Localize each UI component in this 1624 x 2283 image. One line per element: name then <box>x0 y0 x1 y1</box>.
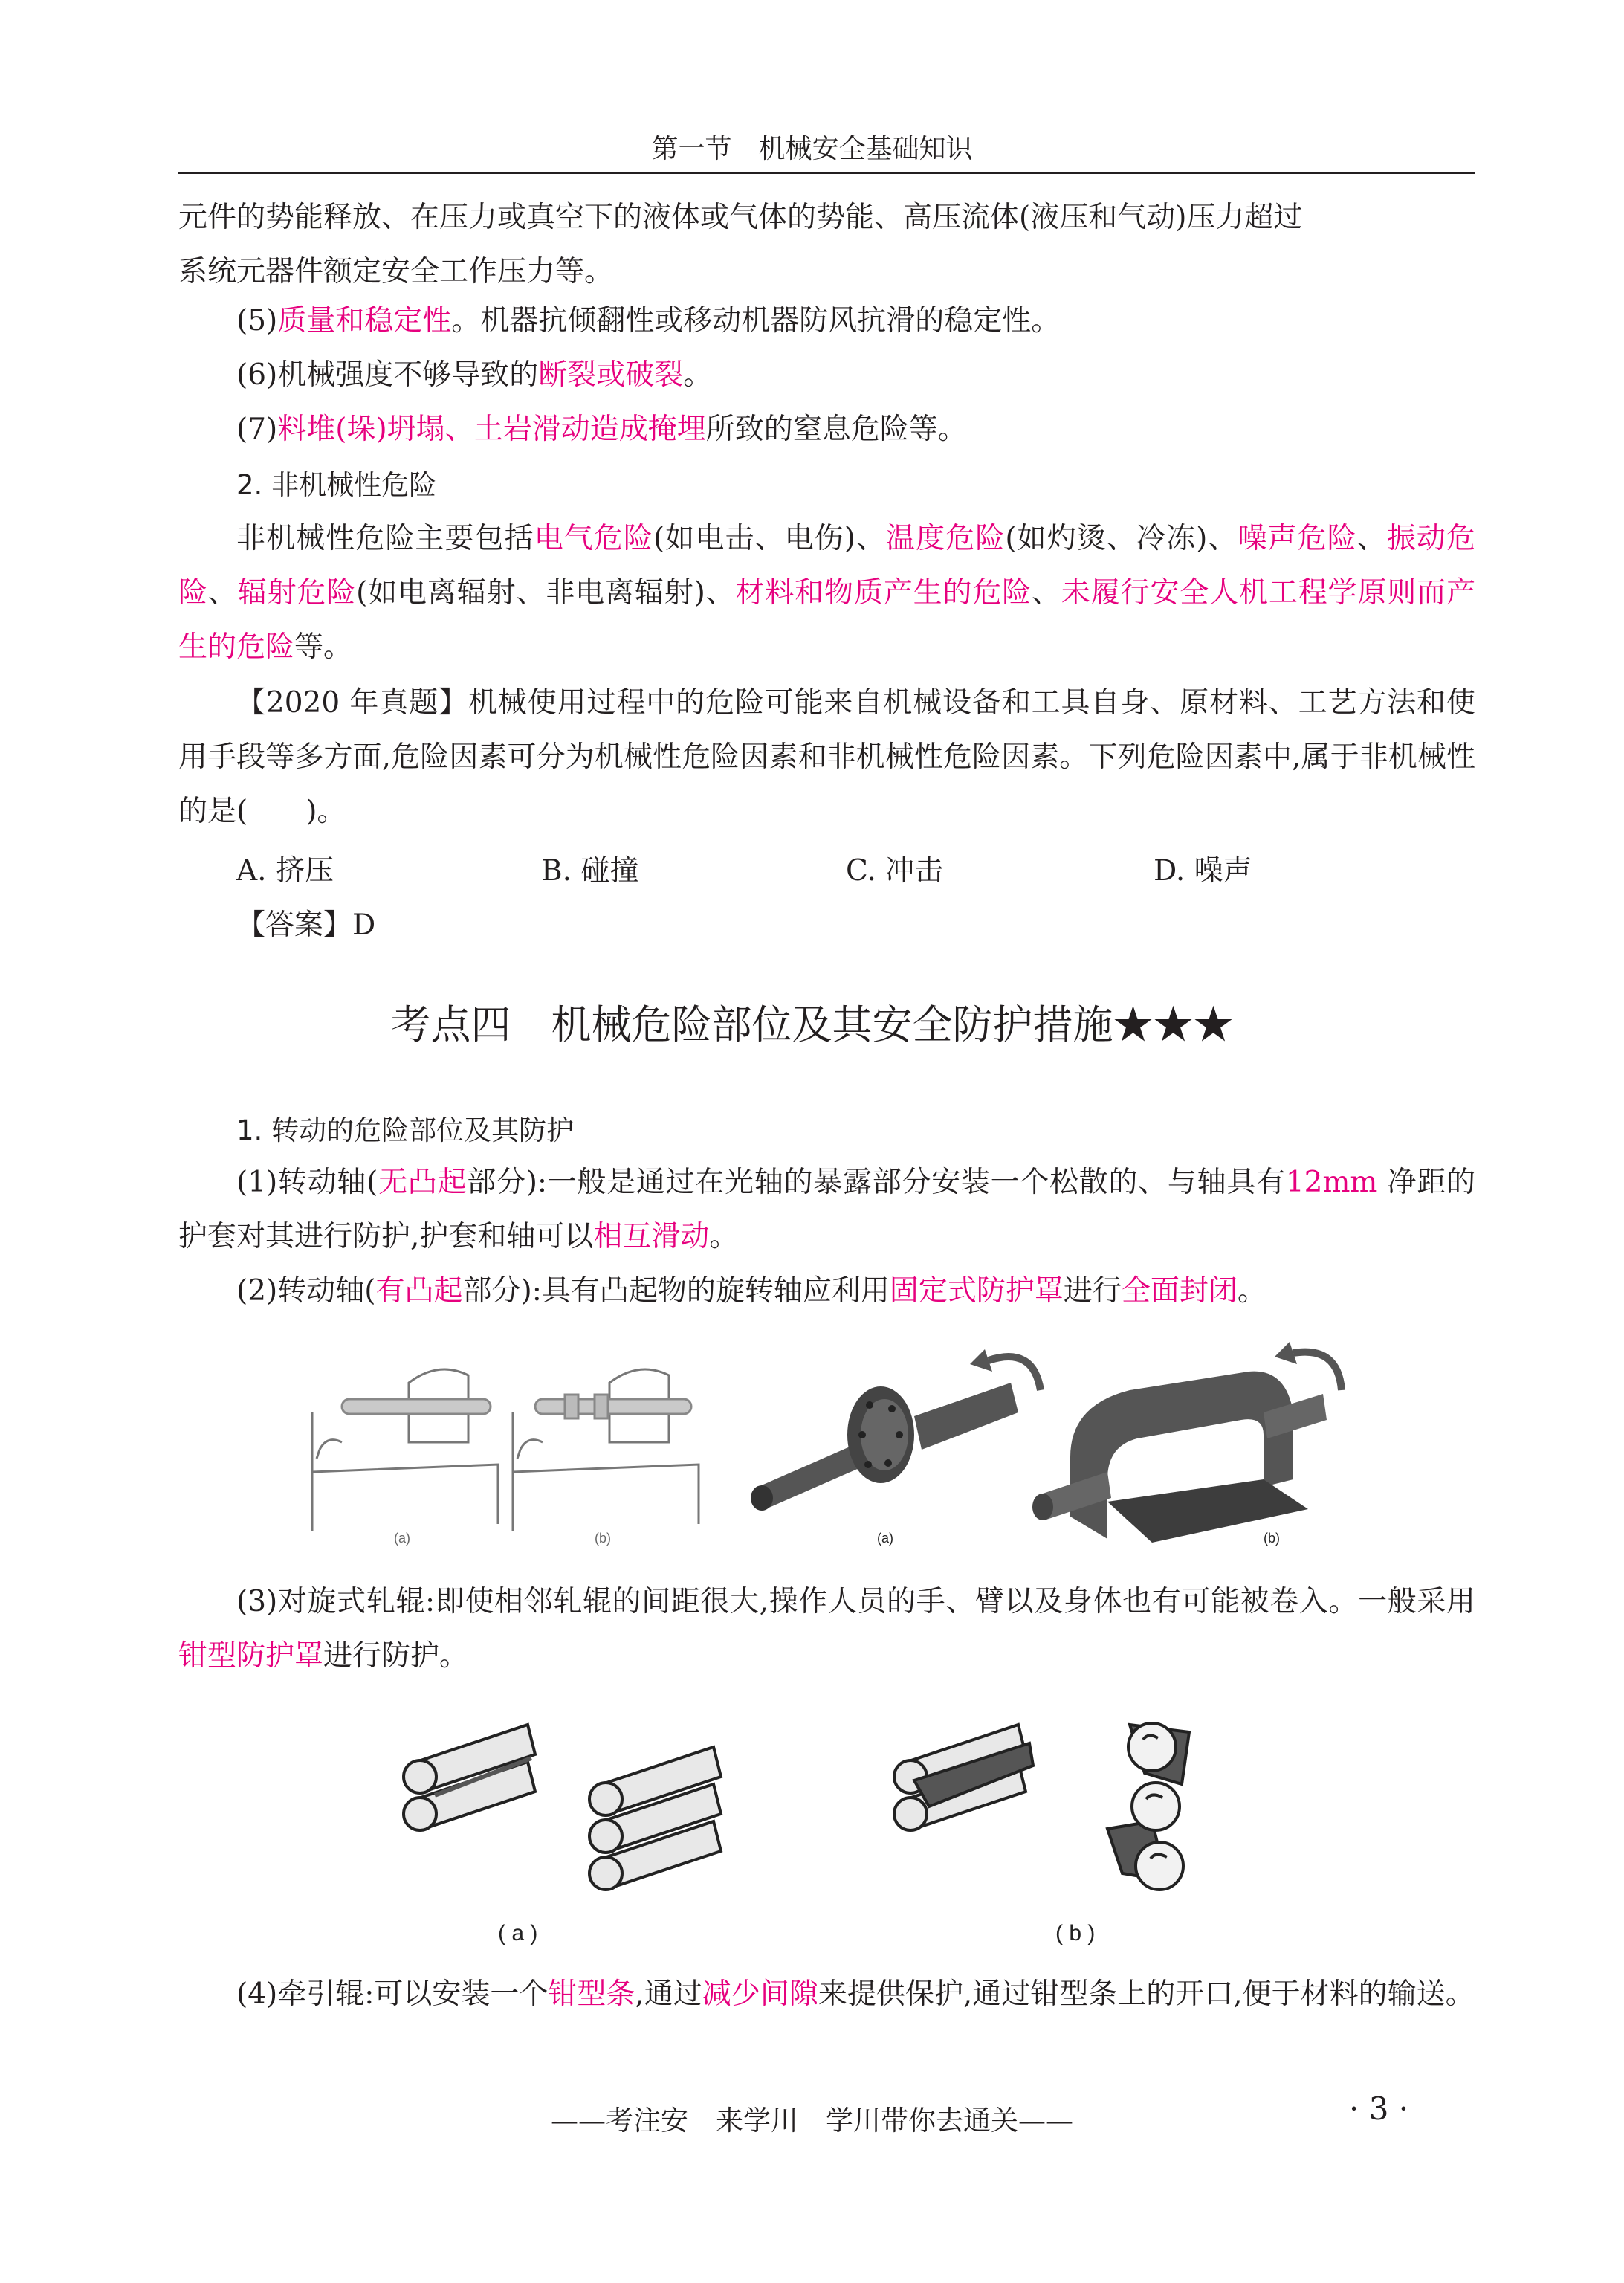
option-c: C. 冲击 <box>846 854 944 888</box>
exam-question <box>178 676 1475 839</box>
highlight: 料堆(垛)坍塌 <box>277 413 445 446</box>
highlight: 有凸起 <box>375 1274 463 1308</box>
highlight: 材料和物质产生的危险 <box>735 576 1032 610</box>
rule-text: (1)转动轴( <box>236 1166 378 1199</box>
highlight: 无凸起 <box>378 1166 468 1199</box>
rule-text: 。 <box>1237 1274 1266 1308</box>
subheading-nonmechanical: 2. 非机械性危险 <box>236 469 437 501</box>
highlight: 固定式防护罩 <box>889 1274 1064 1308</box>
subheading-rotating: 1. 转动的危险部位及其防护 <box>236 1114 575 1146</box>
para-text: 、 <box>207 576 238 610</box>
para-text: 、 <box>1356 522 1387 555</box>
rule-2 <box>178 1264 1475 1318</box>
item-text: 所致的窒息危险等。 <box>705 413 967 446</box>
item-text: (6)机械强度不够导致的 <box>236 358 539 392</box>
highlight: 相互滑动 <box>593 1220 710 1253</box>
item-text: (7) <box>236 413 278 446</box>
figure-rotating-shafts <box>297 1331 1353 1561</box>
highlight: 钳型条 <box>548 1977 635 2011</box>
rule-4 <box>178 1967 1475 2021</box>
highlight: 质量和稳定性 <box>277 304 452 338</box>
para-text: (如电击、电伤)、 <box>653 522 887 555</box>
header-rule <box>178 172 1475 174</box>
paragraph-line: 系统元器件额定安全工作压力等。 <box>178 255 614 288</box>
rule-1 <box>178 1155 1475 1264</box>
highlight: 辐射危险 <box>237 576 357 610</box>
figure-counter-rotating-rolls <box>394 1702 1241 1955</box>
page-number: · 3 · <box>1349 2090 1409 2127</box>
para-text: 等。 <box>294 630 353 664</box>
highlight: 未履行安全人机工程学原则而产生的危险 <box>178 576 1475 664</box>
rule-3 <box>178 1575 1475 1683</box>
item-5 <box>178 294 1475 348</box>
question-tag: 【2020 年真题】 <box>236 686 468 720</box>
illustration-nip-guard <box>894 1725 1033 1830</box>
highlight: 电气危险 <box>534 522 654 555</box>
highlight: 12mm <box>1285 1166 1378 1199</box>
item-7 <box>178 402 1475 456</box>
para-text: 、 <box>1032 576 1061 610</box>
rule-text: (3)对旋式轧辊:即使相邻轧辊的间距很大,操作人员的手、臂以及身体也有可能被卷入。一般采用 <box>236 1585 1475 1618</box>
figure-label: ( a ) <box>498 1921 538 1945</box>
item-text: (5) <box>236 304 278 338</box>
paragraph-continued <box>178 190 1475 299</box>
rule-text: 。 <box>709 1220 739 1253</box>
highlight: 钳型防护罩 <box>178 1639 324 1673</box>
highlight: 土岩滑动造成掩埋 <box>473 413 706 446</box>
answer: 【答案】D <box>236 908 376 942</box>
illustration-triple-roll-guard <box>1107 1723 1189 1890</box>
illustration-three-rolls <box>589 1747 721 1890</box>
running-header: 第一节 机械安全基础知识 <box>651 134 973 164</box>
para-text: (如电离辐射、非电离辐射)、 <box>356 576 736 610</box>
item-text: 。 <box>683 358 713 392</box>
figure-label: (b) <box>1264 1531 1280 1546</box>
rule-text: ,通过 <box>635 1977 702 2011</box>
illustration-shaft-plain <box>312 1369 498 1531</box>
question-text: 机械使用过程中的危险可能来自机械设备和工具自身、原材料、工艺方法和使用手段等多方面,危险因素可分为机械性危险因素和非机械性危险因素。下列危险因素中,属于非机械性的是( )。 <box>178 686 1475 828</box>
rule-text: 进行 <box>1063 1274 1122 1308</box>
figure-label: (b) <box>595 1531 611 1546</box>
footer-slogan: ——考注安 来学川 学川带你去通关—— <box>551 2105 1073 2137</box>
figure-label: (a) <box>394 1531 410 1546</box>
illustration-two-rolls <box>404 1725 535 1830</box>
illustration-shaft-with-projection <box>513 1369 699 1531</box>
highlight: 全面封闭 <box>1121 1274 1238 1308</box>
rule-text: 部分):具有凸起物的旋转轴应利用 <box>462 1274 890 1308</box>
figure-label: ( b ) <box>1055 1921 1096 1945</box>
rule-text: 进行防护。 <box>323 1639 469 1673</box>
rule-text: (2)转动轴( <box>236 1274 376 1308</box>
highlight: 温度危险 <box>886 522 1006 555</box>
rule-text: 来提供保护,通过钳型条上的开口,便于材料的输送。 <box>818 1977 1475 2011</box>
highlight: 振动危险 <box>178 522 1475 610</box>
para-text: (如灼烫、冷冻)、 <box>1005 522 1238 555</box>
highlight: 减少间隙 <box>702 1977 818 2011</box>
rule-text: (4)牵引辊:可以安装一个 <box>236 1977 549 2011</box>
option-a: A. 挤压 <box>236 854 334 888</box>
highlight: 噪声危险 <box>1238 522 1357 555</box>
rule-text: 部分):一般是通过在光轴的暴露部分安装一个松散的、与轴具有 <box>467 1166 1286 1199</box>
nonmechanical-paragraph <box>178 511 1475 674</box>
section-title: 考点四 机械危险部位及其安全防护措施★★★ <box>390 1001 1234 1048</box>
highlight: 、 <box>444 413 474 446</box>
paragraph-line: 元件的势能释放、在压力或真空下的液体或气体的势能、高压流体(液压和气动)压力超过 <box>178 201 1303 234</box>
illustration-fixed-guard <box>1032 1342 1342 1543</box>
illustration-flange-coupling <box>751 1349 1041 1511</box>
option-d: D. 噪声 <box>1154 854 1252 888</box>
para-text: 非机械性危险主要包括 <box>236 522 534 555</box>
rule-text: 净距的护套对其进行防护,护套和轴可以 <box>178 1166 1475 1253</box>
option-b: B. 碰撞 <box>541 854 639 888</box>
figure-label: (a) <box>877 1531 893 1546</box>
item-text: 。机器抗倾翻性或移动机器防风抗滑的稳定性。 <box>451 304 1061 338</box>
highlight: 断裂或破裂 <box>538 358 684 392</box>
item-6 <box>178 348 1475 402</box>
